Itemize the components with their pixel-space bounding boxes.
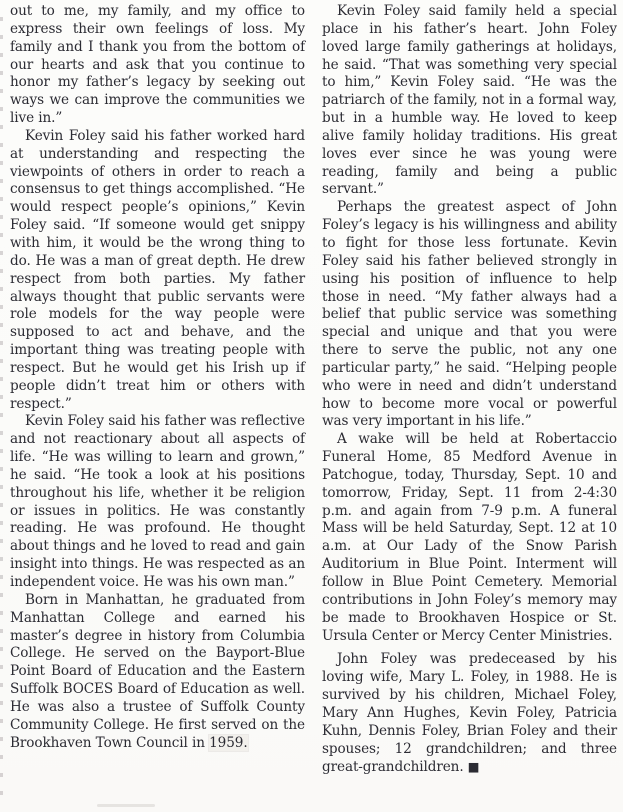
article-body	[10, 3, 617, 777]
paragraph-text: John Foley was predeceased by his loving wife, Mary L. Foley, in 1988. He is survived by his children, Michael Foley, Mary Ann Hughes, Kevin Foley, Patricia Kuhn, Dennis Foley, Brian Foley and their spouses; 12 grandchildren; and three great-grandchildren.	[322, 651, 617, 776]
article-paragraph	[322, 651, 617, 777]
article-paragraph: out to me, my family, and my office to express their own feelings of loss. My family and I thank you from the bottom of our hearts and ask that you continue to honor my father’s legacy by seeking out ways we can improve the communities we live in.”	[10, 3, 305, 127]
scan-highlight-year: 1959.	[209, 734, 248, 751]
end-of-article-icon: ■	[467, 759, 480, 775]
right-column	[322, 3, 617, 777]
paragraph-text: Born in Manhattan, he graduated from Manhattan College and earned his master’s degree in history from Columbia College. He served on the Bayport-Blue Point Board of Education and the Eastern Suffolk BOCES Board of Education as well. He was also a trustee of Suffolk County Community College. He first served on the Brookhaven Town Council in	[10, 591, 305, 751]
article-paragraph: Kevin Foley said family held a special place in his father’s heart. John Foley loved large family gatherings at holidays, he said. “That was something very special to him,” Kevin Foley said. “He was the patriarch of the family, not in a formal way, but in a humble way. He loved to keep alive family holiday traditions. His great loves ever since he was young were reading, family and being a public servant.”	[322, 3, 617, 198]
article-paragraph: Perhaps the greatest aspect of John Foley’s legacy is his willingness and ability to fight for those less fortunate. Kevin Foley said his father believed strongly in using his position of influence to help those in need. “My father always had a belief that public service was something special and unique and that you were there to serve the public, not any one particular party,” he said. “Helping people who were in need and didn’t understand how to become more vocal or powerful was very important in his life.”	[322, 199, 617, 430]
article-paragraph	[10, 592, 305, 753]
article-paragraph: Kevin Foley said his father worked hard at understanding and respecting the viewpoints of others in order to reach a consensus to get things accomplished. “He would respect people’s opinions,” Kevin Foley said. “If someone would get snippy with him, it would be the wrong thing to do. He was a man of great depth. He drew respect from both parties. My father always thought that public servants were role models for the way people were supposed to act and behave, and the important thing was treating people with respect. But he would get his Irish up if people didn’t treat him or others with respect.”	[10, 127, 305, 412]
article-paragraph: Kevin Foley said his father was reflective and not reactionary about all aspects of life. “He was willing to learn and grown,” he said. “He took a look at his positions throughout his life, whether it be religion or issues in politics. He was constantly reading. He was profound. He thought about things and he loved to read and gain insight into things. He was respected as an independent voice. He was his own man.”	[10, 413, 305, 590]
article-paragraph: A wake will be held at Robertaccio Funeral Home, 85 Medford Avenue in Patchogue, today, Thursday, Sept. 10 and tomorrow, Friday, Sept. 11 from 2-4:30 p.m. and again from 7-9 p.m. A funeral Mass will be held Saturday, Sept. 12 at 10 a.m. at Our Lady of the Snow Parish Auditorium in Blue Point. Interment will follow in Blue Point Cemetery. Memorial contributions in John Foley’s memory may be made to Brookhaven Hospice or St. Ursula Center or Mercy Center Ministries.	[322, 431, 617, 644]
scan-smudge-artifact	[97, 804, 155, 807]
left-column	[10, 3, 305, 777]
scan-edge-artifacts	[0, 10, 3, 802]
